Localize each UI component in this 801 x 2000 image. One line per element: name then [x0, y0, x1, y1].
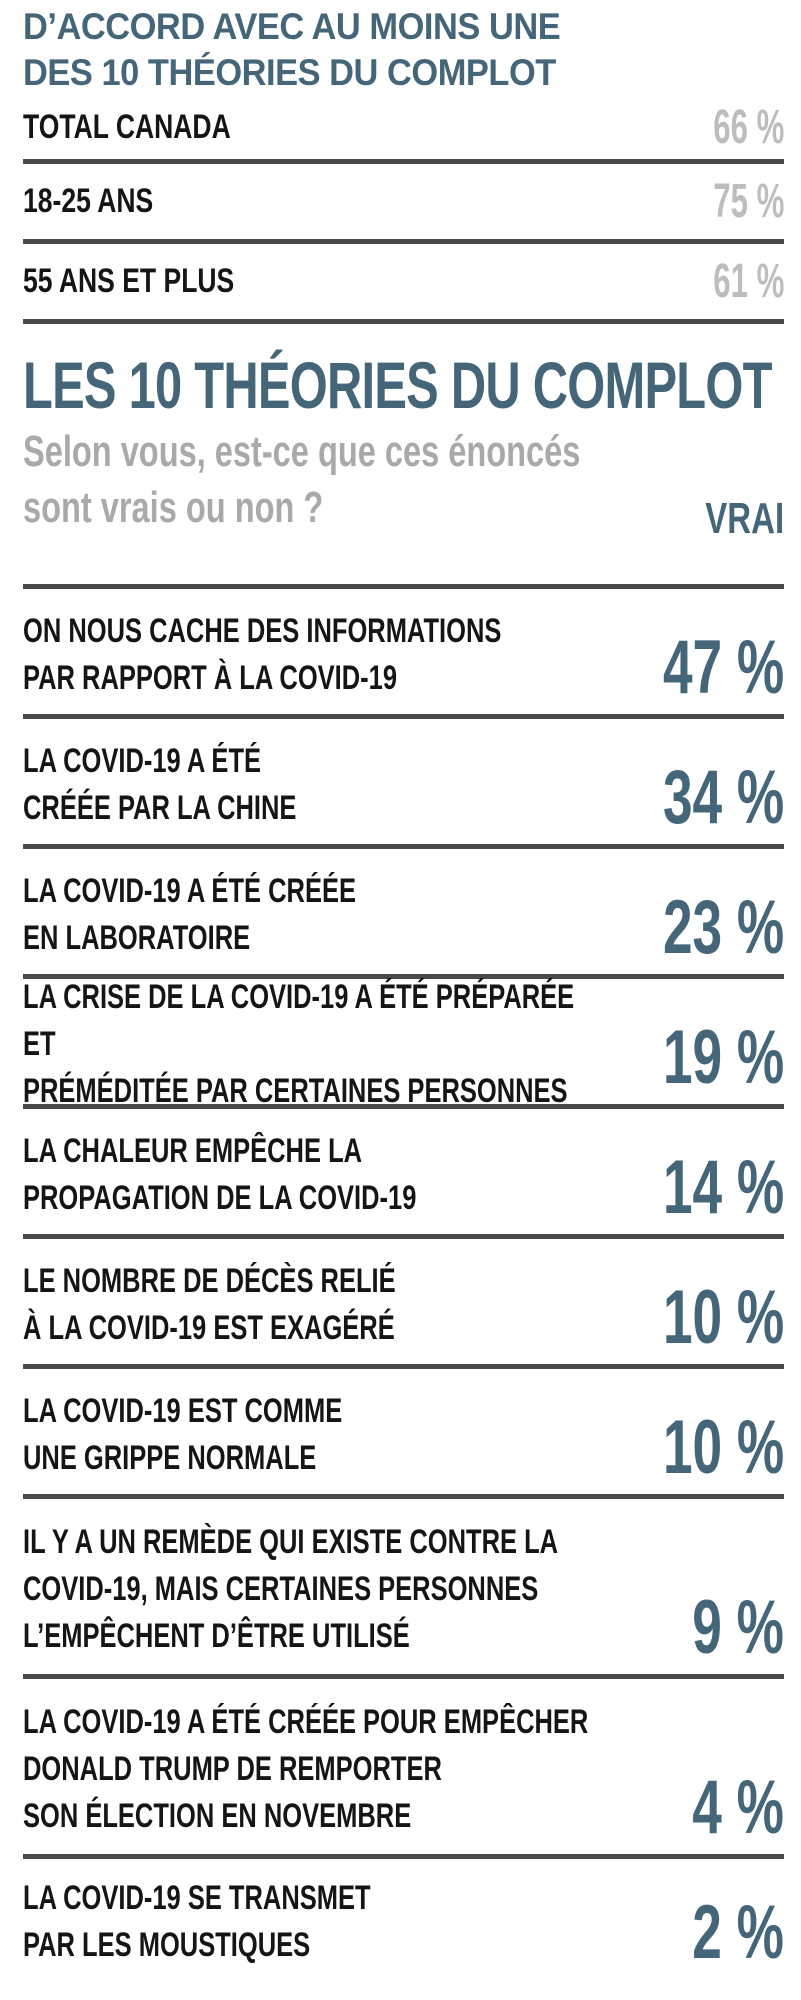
theories-question-line1: Selon vous, est-ce que ces énoncés: [23, 427, 581, 476]
summary-row-value-text: 61 %: [712, 255, 784, 308]
theory-text: [23, 732, 388, 832]
theory-value: [611, 1145, 784, 1230]
summary-row-label: [23, 108, 289, 147]
summary-title-line1: D’ACCORD AVEC AU MOINS UNE: [23, 6, 561, 47]
theory-row: [23, 1369, 784, 1499]
theory-row: [23, 589, 784, 719]
summary-row: [23, 244, 784, 324]
theory-text-content: IL Y A UN REMÈDE QUI EXISTE CONTRE LA COVID-19, MAIS CERTAINES PERSONNES L’EMPÊCHENT D’ÊTRE UTILISÉ: [23, 1523, 559, 1655]
summary-row: [23, 164, 784, 244]
theory-text-content: LA COVID-19 EST COMME UNE GRIPPE NORMALE: [23, 1391, 343, 1477]
theory-row: [23, 1859, 784, 1979]
theory-row: [23, 1499, 784, 1679]
theory-text: [23, 1513, 736, 1660]
theory-value: [611, 1405, 784, 1490]
theory-value-text: 9 %: [692, 1585, 784, 1670]
theory-value-text: 19 %: [662, 1015, 784, 1100]
theory-row: [23, 1679, 784, 1859]
theory-value-text: 47 %: [662, 625, 784, 710]
summary-row-label-text: 55 ANS ET PLUS: [23, 262, 235, 300]
theory-value-text: 10 %: [662, 1405, 784, 1490]
theory-text-content: LA COVID-19 A ÉTÉ CRÉÉE EN LABORATOIRE: [23, 871, 356, 957]
theories-title: [23, 350, 784, 420]
theory-value-text: 14 %: [662, 1145, 784, 1230]
theory-text-content: ON NOUS CACHE DES INFORMATIONS PAR RAPPORT À LA COVID-19: [23, 611, 502, 697]
column-header-vrai-text: VRAI: [705, 494, 784, 543]
theory-value-text: 34 %: [662, 755, 784, 840]
summary-row-value-text: 66 %: [712, 101, 784, 154]
theory-value-text: 23 %: [662, 885, 784, 970]
theory-value-text: 10 %: [662, 1275, 784, 1360]
theory-text: [23, 602, 661, 702]
theory-value: [611, 755, 784, 840]
summary-title: [23, 4, 784, 96]
theory-text-content: LA COVID-19 SE TRANSMET PAR LES MOUSTIQUES: [23, 1879, 371, 1964]
summary-title-line2: DES 10 THÉORIES DU COMPLOT: [23, 52, 556, 93]
summary-row-label: [23, 182, 190, 221]
theory-text: [23, 1382, 449, 1482]
theory-value: [611, 1015, 784, 1100]
theory-value: [611, 1275, 784, 1360]
theories-table: [23, 589, 784, 1979]
theory-row: [23, 1109, 784, 1239]
summary-row-label-text: TOTAL CANADA: [23, 108, 231, 146]
summary-table: [23, 96, 784, 324]
theory-row: [23, 979, 784, 1109]
theory-value: [653, 1765, 784, 1850]
theory-value-text: 4 %: [692, 1765, 784, 1850]
theory-text-content: LA CRISE DE LA COVID-19 A ÉTÉ PRÉPARÉE ET PRÉMÉDITÉE PAR CERTAINES PERSONNES: [23, 978, 575, 1110]
theory-text: [23, 1252, 520, 1352]
theory-value: [653, 1890, 784, 1975]
theory-row: [23, 719, 784, 849]
theory-text-content: LE NOMBRE DE DÉCÈS RELIÉ À LA COVID-19 EST EXAGÉRÉ: [23, 1261, 396, 1347]
theory-text: [23, 1869, 486, 1969]
theory-text: [23, 1122, 548, 1222]
theory-value: [653, 1585, 784, 1670]
theory-row: [23, 1239, 784, 1369]
theory-text-content: LA COVID-19 A ÉTÉ CRÉÉE POUR EMPÊCHER DONALD TRUMP DE REMPORTER SON ÉLECTION EN NOVEMBRE: [23, 1703, 589, 1835]
theory-text: [23, 862, 467, 962]
summary-row-value-text: 75 %: [712, 175, 784, 228]
theories-title-text: LES 10 THÉORIES DU COMPLOT: [23, 348, 772, 422]
theories-question: [23, 424, 784, 536]
summary-row: [23, 96, 784, 164]
summary-row-value: [604, 100, 784, 155]
theory-value: [611, 625, 784, 710]
theory-text-content: LA COVID-19 A ÉTÉ CRÉÉE PAR LA CHINE: [23, 741, 297, 827]
theory-value: [611, 885, 784, 970]
column-header-vrai: [679, 494, 784, 544]
summary-row-label-text: 18-25 ANS: [23, 182, 154, 220]
theory-text-content: LA CHALEUR EMPÊCHE LA PROPAGATION DE LA COVID-19: [23, 1131, 417, 1217]
theories-question-line2: sont vrais ou non ?: [23, 483, 324, 532]
summary-row-value: [604, 174, 784, 229]
summary-row-label: [23, 262, 294, 301]
theory-row: [23, 849, 784, 979]
theory-value-text: 2 %: [692, 1890, 784, 1975]
summary-row-value: [604, 254, 784, 309]
